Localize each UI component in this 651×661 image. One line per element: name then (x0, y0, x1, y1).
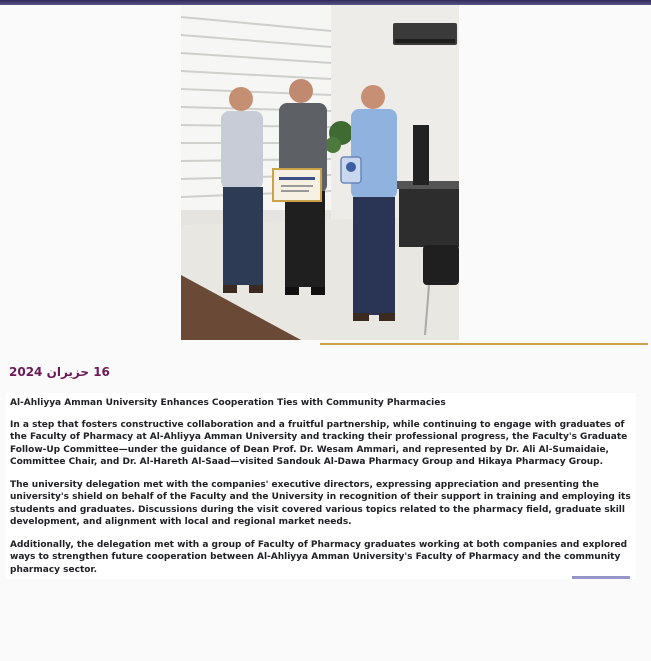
article-body (6, 393, 636, 579)
footer-link[interactable] (572, 576, 630, 583)
article-paragraph: In a step that fosters constructive collaboration and a fruitful partnership, while continuing to engage with graduates of the Faculty of Pharmacy at Al-Ahliyya Amman University and tracking their professional progress, the Faculty's Graduate Follow-Up Committee—under the guidance of Dean Prof. Dr. Wesam Ammari, and represented by Dr. Ali Al-Sumaidaie, Committee Chair, and Dr. Al-Hareth Al-Saad—visited Sandouk Al-Dawa Pharmacy Group and Hikaya Pharmacy Group. (10, 419, 628, 467)
article-paragraph: Additionally, the delegation met with a group of Faculty of Pharmacy graduates working at both companies and explored ways to strengthen future cooperation between Al-Ahliyya Amman University's Faculty of Pharmacy and the community pharmacy sector. (10, 539, 628, 575)
post-date: 16 حزيران 2024 (9, 365, 110, 379)
article-paragraph: The university delegation met with the companies' executive directors, expressing appreciation and presenting the university's shield on behalf of the Faculty and the University in recognition of their support in training and employing its students and graduates. Discussions during the visit covered various topics related to the pharmacy field, graduate skill development, and alignment with local and regional market needs. (10, 479, 631, 527)
article-headline: Al-Ahliyya Amman University Enhances Cooperation Ties with Community Pharmacies (10, 398, 446, 408)
post-photo (181, 5, 459, 340)
divider-rule (320, 343, 648, 345)
